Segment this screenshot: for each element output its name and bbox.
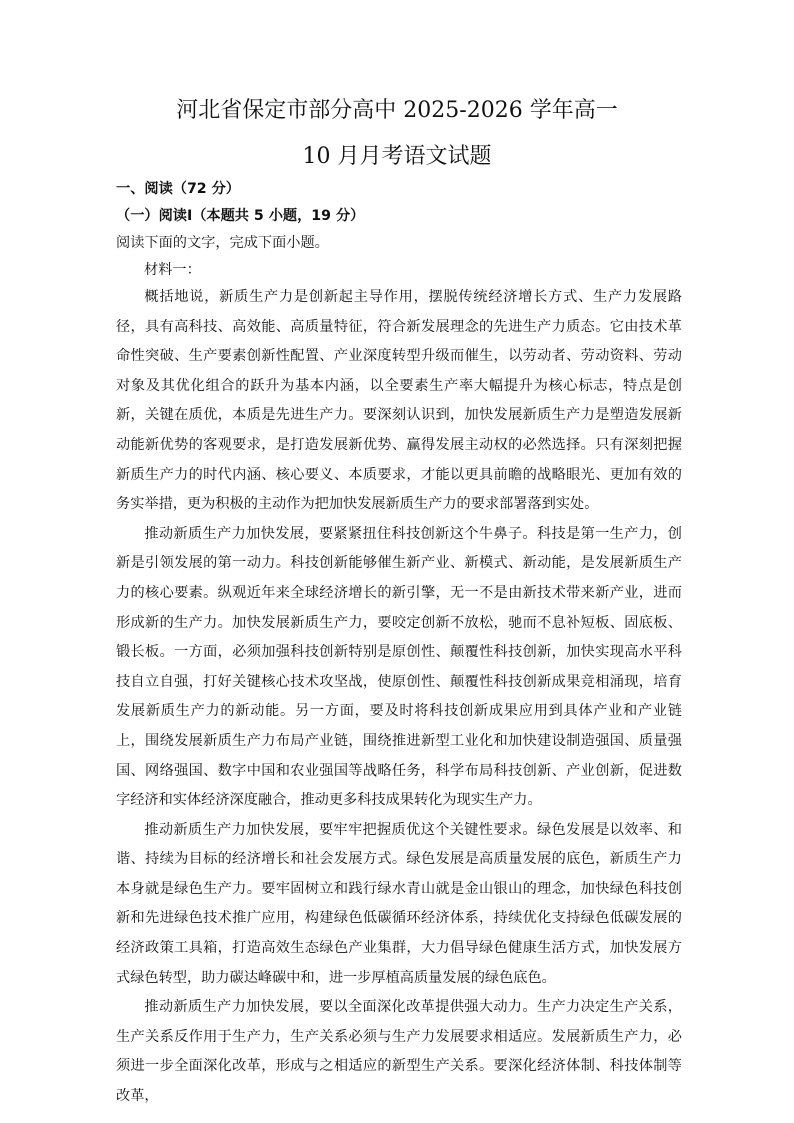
passage-paragraph-2: 推动新质生产力加快发展，要紧紧扭住科技创新这个牛鼻子。科技是第一生产力，创新是引领发展的第一动力。科技创新能够催生新产业、新模式、新动能，是发展新质生产力的核心要素。纵观近年来全球经济增长的新引擎，无一不是由新技术带来新产业，进而形成新的生产力。加快发展新质生产力，要咬定创新不放松，驰而不息补短板、固底板、锻长板。一方面，必须加强科技创新特别是原创性、颠覆性科技创新，加快实现高水平科技自立自强，打好关键核心技术攻坚战，使原创性、颠覆性科技创新成果竞相涌现，培育发展新质生产力的新动能。另一方面，要及时将科技创新成果应用到具体产业和产业链上，围绕发展新质生产力布局产业链，围绕推进新型工业化和加快建设制造强国、质量强国、网络强国、数字中国和农业强国等战略任务，科学布局科技创新、产业创新，促进数字经济和实体经济深度融合，推动更多科技成果转化为现实生产力。 (116, 525, 682, 809)
section-heading: 一、阅读（72 分） (116, 181, 240, 197)
reading-instruction: 阅读下面的文字，完成下面小题。 (116, 235, 329, 251)
section-subheading: （一）阅读Ⅰ（本题共 5 小题，19 分） (116, 208, 365, 224)
material-label: 材料一： (144, 262, 201, 278)
passage-paragraph-3: 推动新质生产力加快发展，要牢牢把握质优这个关键性要求。绿色发展是以效率、和谐、持续为目标的经济增长和社会发展方式。绿色发展是高质量发展的底色，新质生产力本身就是绿色生产力。要牢固树立和践行绿水青山就是金山银山的理念，加快绿色科技创新和先进绿色技术推广应用，构建绿色低碳循环经济体系，持续优化支持绿色低碳发展的经济政策工具箱，打造高效生态绿色产业集群，大力倡导绿色健康生活方式，加快发展方式绿色转型，助力碳达峰碳中和，进一步厚植高质量发展的绿色底色。 (116, 821, 682, 986)
reading-passage (116, 283, 682, 1112)
exam-title-line2: 10 月月考语文试题 (302, 144, 492, 169)
passage-paragraph-4: 推动新质生产力加快发展，要以全面深化改革提供强大动力。生产力决定生产关系，生产关系反作用于生产力，生产关系必须与生产力发展要求相适应。发展新质生产力，必须进一步全面深化改革，形成与之相适应的新型生产关系。要深化经济体制、科技体制等改革， (116, 999, 682, 1105)
passage-paragraph-1: 概括地说，新质生产力是创新起主导作用，摆脱传统经济增长方式、生产力发展路径，具有高科技、高效能、高质量特征，符合新发展理念的先进生产力质态。它由技术革命性突破、生产要素创新性配置、产业深度转型升级而催生，以劳动者、劳动资料、劳动对象及其优化组合的跃升为基本内涵，以全要素生产率大幅提升为核心标志，特点是创新，关键在质优，本质是先进生产力。要深刻认识到，加快发展新质生产力是塑造发展新动能新优势的客观要求，是打造发展新优势、赢得发展主动权的必然选择。只有深刻把握新质生产力的时代内涵、核心要义、本质要求，才能以更具前瞻的战略眼光、更加有效的务实举措，更为积极的主动作为把加快发展新质生产力的要求部署落到实处。 (116, 289, 682, 513)
exam-title-line1: 河北省保定市部分高中 2025-2026 学年高一 (176, 98, 618, 123)
